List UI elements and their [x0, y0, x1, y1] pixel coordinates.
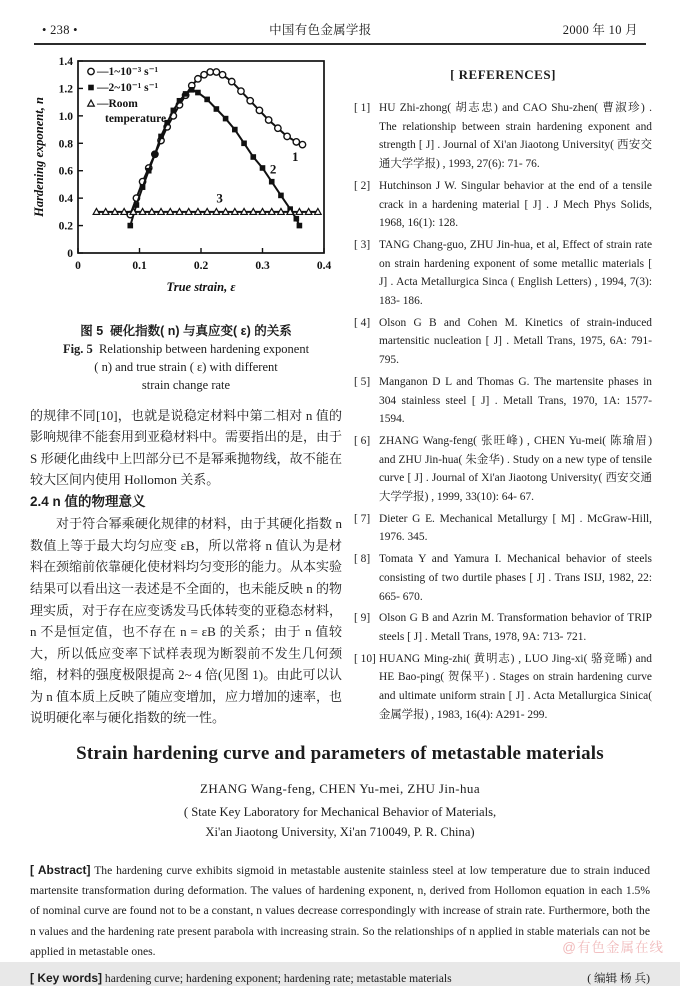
reference-text: Hutchinson J W. Singular behavior at the end of a tensile crack in a hardening material [ J] . J Mech Phys Solids, 1968, 16(1): 128. [379, 179, 652, 230]
curve-label-1: 1 [292, 149, 299, 165]
english-affiliation [30, 803, 650, 842]
reference-item [354, 432, 652, 507]
reference-number: [ 5] [354, 375, 371, 388]
reference-number: [ 7] [354, 512, 371, 525]
reference-text: Olson G B and Azrin M. Transformation behavior of TRIP steels [ J] . Metall Trans, 1978, 9A: 713- 721. [379, 612, 652, 643]
keywords-text: hardening curve; hardening exponent; hardening rate; metastable materials [104, 971, 452, 985]
reference-item [354, 650, 652, 725]
y-tick-label: 0.8 [58, 138, 73, 151]
legend-label: —Room [97, 98, 138, 110]
y-tick-label: 1.0 [58, 110, 73, 123]
y-tick-label: 0.6 [58, 165, 73, 178]
page-number: • 238 • [42, 23, 78, 37]
figure-caption-en-label: Fig. 5 [62, 342, 93, 357]
keywords [30, 971, 567, 985]
reference-item [354, 236, 652, 311]
page-header [0, 0, 680, 43]
english-title: Strain hardening curve and parameters of metastable materials [76, 743, 604, 764]
reference-item [354, 314, 652, 370]
x-tick-label: 0.4 [316, 260, 332, 272]
chart-legend [88, 66, 166, 125]
affiliation-line-2: Xi'an Jiaotong University, Xi'an 710049, P. R. China) [205, 824, 475, 839]
y-tick-label: 0 [67, 248, 73, 260]
y-tick-label: 0.4 [58, 193, 73, 206]
x-tick-label: 0.1 [132, 260, 147, 272]
references-heading: [ REFERENCES] [450, 67, 556, 82]
reference-text: Olson G B and Cohen M. Kinetics of strain-induced martensitic nucleation [ J] . Metall Trans, 1975, 6A: 791- 795. [379, 316, 652, 367]
abstract [30, 860, 650, 962]
legend-label: —2~10⁻¹ s⁻¹ [97, 82, 159, 94]
reference-text: HU Zhi-zhong( 胡志忠) and CAO Shu-zhen( 曹淑珍) . The relationship between strain hardening exponent and strength [ J] . Journal of Xi'an Jiaotong University( 西安交通大学学报) , 1993, 27(6): 71- 76. [379, 102, 652, 171]
reference-text: HUANG Ming-zhi( 黄明志) , LUO Jing-xi( 骆竞晞) and HE Bao-ping( 贺保平) . Stages on strain hardening curve and ultimate uniform strain [ J] . Acta Metallurgica Sinica( 金属学报) , 1983, 16(4): A291- 299. [379, 652, 652, 721]
reference-item [354, 510, 652, 547]
reference-text: Manganon D L and Thomas G. The martensite phases in 304 stainless steel [ J] . Metall Trans, 1970, 1A: 1577- 1594. [379, 375, 652, 426]
figure-caption-cn [30, 322, 342, 340]
affiliation-line-1: ( State Key Laboratory for Mechanical Behavior of Materials, [183, 805, 497, 819]
figure-caption-cn-text: 硬化指数( n) 与真应变( ε) 的关系 [110, 324, 292, 338]
left-column [30, 53, 342, 729]
figure-chart [30, 55, 342, 318]
reference-text: Dieter G E. Mechanical Metallurgy [ M] . McGraw-Hill, 1976. 345. [379, 512, 652, 544]
two-column-area [0, 45, 680, 729]
reference-number: [ 10] [354, 652, 376, 665]
reference-number: [ 4] [354, 316, 371, 329]
y-tick-label: 1.2 [58, 83, 73, 96]
keywords-row [30, 970, 650, 986]
y-tick-label: 1.4 [58, 56, 73, 68]
journal-title: 中国有色金属学报 [269, 23, 372, 37]
figure-caption-cn-label: 图 5 [80, 324, 104, 338]
reference-number: [ 2] [354, 179, 371, 192]
reference-item [354, 177, 652, 233]
references-list [354, 99, 652, 725]
chart-series-2 [127, 87, 302, 228]
x-tick-label: 0.2 [193, 260, 209, 272]
right-column [354, 53, 652, 729]
figure-caption-en-text1: Relationship between hardening exponent [99, 342, 310, 357]
reference-number: [ 8] [354, 553, 371, 566]
x-tick-label: 0 [75, 260, 81, 272]
figure-caption-en-line1 [30, 340, 342, 358]
reference-number: [ 6] [354, 434, 371, 447]
issue-date: 2000 年 10 月 [562, 23, 638, 37]
chart-series-3 [93, 190, 321, 214]
reference-item [354, 373, 652, 429]
section-heading-2-4: 2.4 n 值的物理意义 [30, 493, 146, 509]
y-tick-label: 0.2 [58, 220, 73, 233]
reference-text: TANG Chang-guo, ZHU Jin-hua, et al, Effect of strain rate on strain hardening exponent of some metallic materials [ J] . Acta Metallurgica Sinca ( English Letters) , 1994, 7(3): 183- 186. [379, 238, 652, 308]
abstract-label: [ Abstract] [30, 863, 91, 878]
cn-paragraph-1: 的规律不同[10]，也就是说稳定材料中第二相对 n 值的影响规律不能套用到亚稳材料中。需要指出的是，由于 S 形硬化曲线中上凹部分已不是幂乘抛物线，故不能在较大区间内使用 Hollomon 关系。 [30, 407, 343, 488]
curve-label-2: 2 [269, 161, 277, 177]
y-axis-label: Hardening exponent, n [32, 97, 46, 217]
figure-caption-en-line3: strain change rate [141, 378, 231, 393]
reference-text: Tomata Y and Yamura I. Mechanical behavior of steels consisting of two durtile phases [ J] . Trans ISIJ, 1982, 22: 665- 670. [379, 553, 652, 603]
hardening-exponent-chart [30, 55, 336, 313]
reference-text: ZHANG Wang-feng( 张旺峰) , CHEN Yu-mei( 陈瑜眉) and ZHU Jin-hua( 朱金华) . Study on a new type of tensile curve [ J] . Journal of Xi'an Jiaotong University( 西安交通大学学报) , 1999, 33(10): 64- 67. [379, 434, 652, 504]
legend-label-wrap: temperature [105, 113, 167, 125]
cn-paragraph-2: 对于符合幂乘硬化规律的材料，由于其硬化指数 n 数值上等于最大均匀应变 εB，所以常将 n 值认为是材料在颈缩前依靠硬化使材料均匀变形的能力。从本实验结果可以看出这一表述是不全面的，也未能反映 n 的物理实质，对于存在应变诱发马氏体转变的亚稳态材料，n 不是恒定值，也不存在 n = εB 的关系；由于 n 值较大，所以低应变率下试样表现为断裂前不发生几何颈缩，材料的强度极限提高 2~ 4 倍(见图 1)。由此可以认为 n 值本质上反映了随应变增加，应力增加的速率，也说明硬化率与硬化指数的统一性。 [30, 516, 343, 726]
figure-captions [30, 322, 342, 395]
editor-credit: ( 编辑 杨 兵) [587, 971, 650, 985]
x-tick-label: 0.3 [255, 260, 270, 272]
reference-number: [ 9] [354, 612, 371, 625]
reference-item [354, 550, 652, 606]
english-authors: ZHANG Wang-feng, CHEN Yu-mei, ZHU Jin-hua [200, 781, 480, 796]
x-axis-label: True strain, ε [166, 280, 236, 294]
abstract-text: The hardening curve exhibits sigmoid in metastable austenite stainless steel at low temperature due to strain induced martensite transformation during deformation. The values of hardening exponent, n, derived from Hollomon equation in each 1.5% of nominal curve are found not to be a constant, n values decrease correspondingly with increase of strain rate. Furthermore, both the n values and the hardening rate present parabola with increasing strain. So the relationships of n applied in stable materials can not be applied in metastable ones. [30, 864, 651, 958]
legend-label: —1~10⁻³ s⁻¹ [97, 66, 159, 78]
reference-number: [ 1] [354, 102, 371, 114]
curve-label-3: 3 [216, 190, 223, 206]
figure-caption-en-line2: ( n) and true strain ( ε) with different [94, 360, 278, 375]
reference-item [354, 99, 652, 174]
watermark: @有色金属在线 [562, 940, 664, 955]
reference-item [354, 609, 652, 646]
keywords-label: [ Key words] [30, 970, 103, 985]
figure-5-block [30, 55, 342, 395]
reference-number: [ 3] [354, 238, 371, 251]
chinese-body [30, 405, 342, 730]
